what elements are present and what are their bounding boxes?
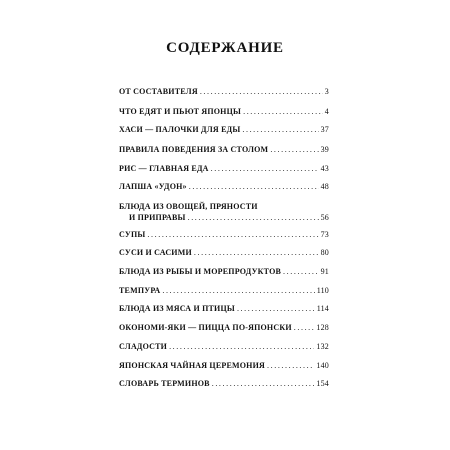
toc-page-number: 132 (316, 342, 329, 351)
toc-entry-title: ЧТО ЕДЯТ И ПЬЮТ ЯПОНЦЫ (119, 107, 242, 116)
toc-page-number: 37 (320, 125, 329, 134)
toc-entry-title: ХАСИ — ПАЛОЧКИ ДЛЯ ЕДЫ (119, 125, 241, 134)
toc-entry-title: ОТ СОСТАВИТЕЛЯ (119, 87, 198, 96)
toc-entry-title: БЛЮДА ИЗ МЯСА И ПТИЦЫ (119, 304, 235, 313)
dot-leader (200, 86, 323, 97)
toc-page-number: 4 (324, 107, 329, 116)
toc-entry-title: ОКОНОМИ-ЯКИ — ПИЦЦА ПО-ЯПОНСКИ (119, 323, 292, 332)
toc-page-number: 110 (316, 286, 329, 295)
toc-page-number: 128 (316, 323, 329, 332)
dot-leader (212, 378, 315, 389)
dot-leader (162, 285, 314, 296)
dot-leader (242, 124, 318, 135)
toc-page-number: 80 (320, 248, 329, 257)
toc-page-number: 43 (320, 164, 329, 173)
toc-entry-title: БЛЮДА ИЗ РЫБЫ И МОРЕПРОДУКТОВ (119, 267, 282, 276)
toc-entry (119, 266, 329, 277)
toc-entry (119, 247, 329, 258)
toc-entry (119, 144, 329, 155)
toc-entry-title: РИС — ГЛАВНАЯ ЕДА (119, 164, 209, 173)
toc-entry-title: СУСИ И САСИМИ (119, 248, 192, 257)
toc-entry-title: ЛАПША «УДОН» (119, 182, 187, 191)
dot-leader (294, 322, 315, 333)
toc-entry (119, 378, 329, 389)
toc-page-number: 154 (316, 379, 329, 388)
toc-page-number: 73 (320, 230, 329, 239)
toc-entry-title: БЛЮДА ИЗ ОВОЩЕЙ, ПРЯНОСТИ (119, 202, 258, 211)
toc-page-number: 140 (316, 361, 329, 370)
toc-entry-title: СЛАДОСТИ (119, 342, 168, 351)
toc-entry-title: ЯПОНСКАЯ ЧАЙНАЯ ЦЕРЕМОНИЯ (119, 361, 266, 370)
toc-entry (119, 201, 329, 223)
toc-entry (119, 360, 329, 371)
toc-page-number: 56 (320, 213, 329, 222)
toc-page-number: 3 (324, 87, 329, 96)
toc-entry-title: СЛОВАРЬ ТЕРМИНОВ (119, 379, 210, 388)
toc-entry (119, 86, 329, 97)
dot-leader (189, 181, 319, 192)
dot-leader (270, 144, 318, 155)
toc-page-number: 114 (316, 304, 329, 313)
toc-entry (119, 229, 329, 240)
dot-leader (211, 163, 319, 174)
toc-entry-title: СУПЫ (119, 230, 146, 239)
toc-page-number: 39 (320, 145, 329, 154)
toc-entry (119, 303, 329, 314)
toc-entry-title: ПРАВИЛА ПОВЕДЕНИЯ ЗА СТОЛОМ (119, 145, 269, 154)
dot-leader (237, 303, 315, 314)
dot-leader (243, 106, 323, 117)
toc-entry (119, 181, 329, 192)
toc-entry (119, 322, 329, 333)
toc-entry-title: ТЕМПУРА (119, 286, 161, 295)
dot-leader (188, 212, 319, 223)
toc-page-number: 91 (320, 267, 329, 276)
toc-page-number: 48 (320, 182, 329, 191)
toc-entry (119, 285, 329, 296)
dot-leader (283, 266, 319, 277)
dot-leader (194, 247, 319, 258)
toc-entry-title-continued: И ПРИПРАВЫ (129, 213, 186, 222)
page-title: СОДЕРЖАНИЕ (166, 40, 284, 56)
dot-leader (147, 229, 318, 240)
toc-entry (119, 124, 329, 135)
dot-leader (267, 360, 314, 371)
toc-entry (119, 163, 329, 174)
dot-leader (169, 341, 314, 352)
toc-entry (119, 106, 329, 117)
toc-entry (119, 341, 329, 352)
